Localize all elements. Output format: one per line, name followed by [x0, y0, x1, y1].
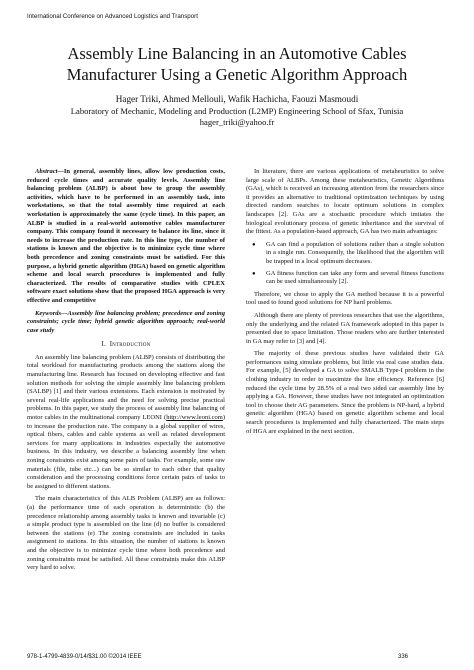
paper-title	[30, 43, 444, 85]
section-title: Introduction	[109, 341, 151, 349]
abstract	[27, 168, 225, 306]
intro-text-a: An assembly line balancing problem (ALBP) consists of distributing the total workload for manufacturing products among the stations along the manufacturing line. Research has focused on developing effective and fast solution methods for solving the simple assembly line balancing problem (SALBP) [1] and their various extensions. Each extension is motivated by several real-life applications and the need for solving precise practical problems. In this paper, we study the process of assembly line balancing of motor cables in the multinational company LEONI (	[27, 353, 225, 422]
affiliation: Laboratory of Mechanic, Modeling and Production (L2MP) Engineering School of Sfax, Tunisia	[70, 106, 404, 116]
abstract-body: —In general, assembly lines, allow low production costs, reduced cycle times and accurate quality levels. Assembly line balancing problem (ALBP) is about how to group the assembly activities, which have to be performed in an assembly task, into workstations, so that the total assembly time required at each workstation is approximately the same (cycle time). In this paper, an ALBP is studied in a real-world automotive cables manufacturer company. This company found it necessary to balance its line, since it needs to increase the production rate. In this line type, the number of stations is known and the objective is to minimize cycle time where both precedence and zoning constraints must be satisfied. For this purpose, a hybrid genetic algorithm (HGA) based on genetic algorithm scheme and local search procedures is implemented and fully characterized. The results of comparative studies with CPLEX software exact solutions show that the proposed HGA approach is very effective and competitive	[27, 168, 225, 304]
section-number: I.	[101, 341, 106, 349]
advantages-list	[246, 241, 444, 287]
author-email: hager_triki@yahoo.fr	[199, 117, 275, 127]
right-paragraph-3: Therefore, we chose to apply the GA method because it is a powerful tool used to found good solutions for NP hard problems.	[246, 290, 444, 307]
author-names: Hager Triki, Ahmed Mellouli, Wafik Hachicha, Faouzi Masmoudi	[115, 94, 359, 104]
right-paragraph-5: The majority of these previous studies have validated their GA performances using simulate problems, but little via real case studies data. For example, [5] developed a GA to solve SMALB Type-I problem in the clothing industry in order to maximize the line efficiency. Reference [6] reduced the cycle time by 28.5% of a real two sided car assembly line by applying a GA. However, these studies have not integrated an optimization tool to choose their AG parameters. Since the problem is NP-hard, a hybrid genetic algorithm (HGA) based on genetic algorithm scheme and local search procedures is implemented and fully characterized. The main steps of HGA are explained in the next section.	[246, 350, 444, 435]
company-link[interactable]: http://www.leoni.com	[166, 414, 223, 422]
copyright-footer: 978-1-4799-4839-0/14/$31.00 ©2014 IEEE	[27, 654, 142, 660]
right-paragraph-2: In literature, there are various applications of metaheuristics to solve large scale of ALBPs. Among these metaheuristics, Genetic Algorithms (GAs), which is received an increasing attention from the researchers since it provides an alternative to traditional optimization techniques by using directed random searches to locate optimum solutions in complex landscapes [2]. GAs are a stochastic procedure which imitates the biological evolutionary process of genetic inheritance and the survival of the fittest. As a population-based approach, GA has two main advantages:	[246, 168, 444, 236]
title-line-1: Assembly Line Balancing in an Automotive Cables	[67, 44, 407, 63]
list-item: ● GA fitness function can take any form and several fitness functions can be used simultaneously [2].	[262, 270, 444, 287]
author-block	[30, 94, 444, 128]
abstract-label: Abstract	[35, 168, 58, 175]
left-column	[27, 168, 225, 577]
keywords: Keywords—Assembly line balancing problem; precedence and zoning constraints; cycle time; hybrid genetic algorithm approach; real-world case study	[27, 309, 225, 334]
right-paragraph-4: Although there are plenty of previous researches that use the algorithms, only the underlying and the related GA framework adopted in this paper is presented due to space limitation. Those readers who are further interested in GA may refer to [3] and [4].	[246, 311, 444, 345]
conference-header: International Conference on Advanced Logistics and Transport	[27, 13, 198, 20]
list-item: ● GA can find a population of solutions rather than a single solution in a single run. Consequently, the likelihood that the algorithm will be trapped in a local optimum decreases.	[262, 241, 444, 267]
title-line-2: Manufacturer Using a Genetic Algorithm Approach	[66, 65, 408, 84]
intro-text-b: ) to increase the production rate. The company is a global supplier of wires, optical fibers, cables and cable systems as well as related development services for many applications in industries especially the automotive business. In this industry, we describe a balancing assembly line when zoning constraints exist among some pairs of tasks. For example, some raw materials (file, tube etc...) can be so similar to each other that quality consideration and the processing conditions force certain pairs of tasks to be assigned to different stations.	[27, 414, 225, 490]
right-column	[246, 168, 444, 440]
page-number: 336	[398, 654, 409, 660]
intro-paragraph-1	[27, 354, 225, 492]
intro-paragraph-2: The main characteristics of this ALB Problem (ALBP) are as follows: (a) the performance time of each operation is deterministic (b) the precedence relationship among assembly tasks is known and invariable (c) a simple product type is assembled on the line (d) no buffer is considered between the stations (e) The zoning constraints are included in tasks assignment to stations. In this situation, the number of stations is known and the objective is to minimize cycle time where both precedence and zoning constraints must be satisfied. All these constraints make this ALBP very hard to solve.	[27, 495, 225, 572]
section-heading	[27, 341, 225, 350]
